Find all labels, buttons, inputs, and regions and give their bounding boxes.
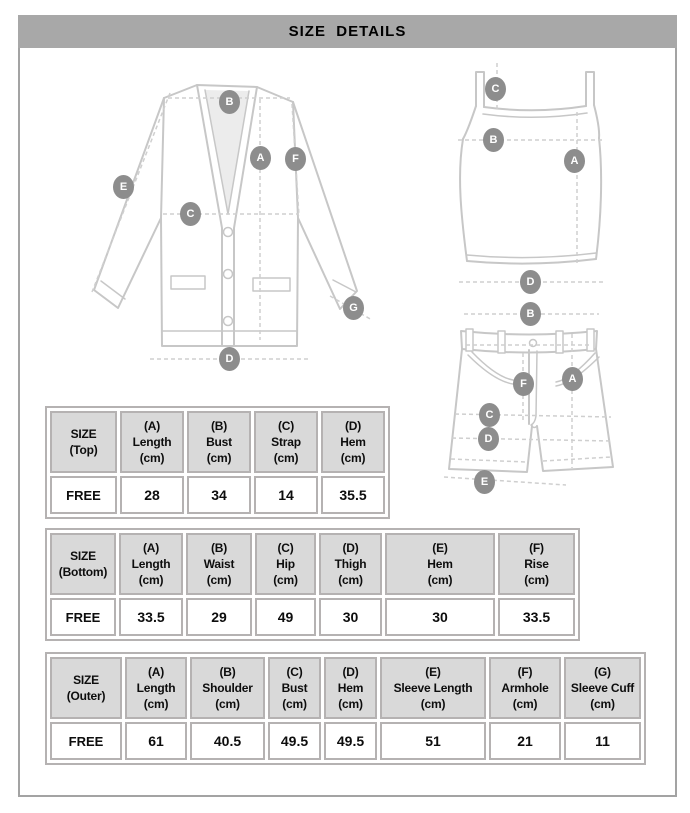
- size-label-line: SIZE: [70, 549, 96, 563]
- size-table-bottom: [45, 528, 580, 641]
- column-header-line: (cm): [138, 573, 164, 587]
- column-header-line: Hip: [276, 557, 295, 571]
- column-header-line: Length: [136, 681, 176, 695]
- column-header-line: (A): [143, 419, 161, 433]
- column-header: [564, 657, 641, 719]
- tank-top-measure-lines: [458, 63, 606, 282]
- column-header-line: Rise: [524, 557, 549, 571]
- tank-top-marker-A: A: [564, 149, 585, 173]
- column-header: [119, 533, 183, 595]
- column-header-line: (cm): [338, 573, 363, 587]
- value-cell: 34: [187, 476, 251, 514]
- column-header-line: (A): [147, 665, 165, 679]
- column-header-line: (cm): [420, 697, 446, 711]
- value-cell: 14: [254, 476, 318, 514]
- shorts-outline: [449, 329, 613, 472]
- column-header-line: Length: [132, 435, 172, 449]
- size-label-line: SIZE: [70, 427, 97, 441]
- column-header: [268, 657, 321, 719]
- column-header-line: (cm): [206, 451, 232, 465]
- cardigan-marker-D: D: [219, 347, 240, 371]
- value-cell: 49: [255, 598, 316, 636]
- cardigan-outline: [94, 85, 357, 346]
- size-label-line: (Outer): [66, 689, 106, 703]
- cardigan-marker-F: F: [285, 147, 306, 171]
- tank-top-marker-D: D: [520, 270, 541, 294]
- column-header: [125, 657, 187, 719]
- column-header-line: Bust: [206, 435, 232, 449]
- column-header-line: (cm): [143, 697, 169, 711]
- column-header-line: (cm): [512, 697, 538, 711]
- column-header-line: (G): [594, 665, 611, 679]
- value-cell: 30: [319, 598, 382, 636]
- column-header-line: Armhole: [501, 681, 549, 695]
- value-cell: 33.5: [498, 598, 575, 636]
- tank-top-marker-B: B: [483, 128, 504, 152]
- column-header: [385, 533, 495, 595]
- column-header-line: Length: [131, 557, 171, 571]
- value-cell: 49.5: [324, 722, 377, 760]
- value-cell: 35.5: [321, 476, 385, 514]
- column-header: [324, 657, 377, 719]
- column-header-line: (C): [286, 665, 303, 679]
- shorts-marker-F: F: [513, 372, 534, 396]
- column-header-line: Bust: [281, 681, 308, 695]
- column-header-line: (D): [344, 419, 362, 433]
- column-header: [255, 533, 316, 595]
- column-header: [186, 533, 252, 595]
- column-header: [120, 411, 184, 473]
- column-header-line: (E): [432, 541, 448, 555]
- page-title: SIZE DETAILS: [288, 23, 407, 40]
- column-header-line: (E): [425, 665, 441, 679]
- size-label-cell: [50, 533, 116, 595]
- column-header-line: Hem: [337, 681, 364, 695]
- column-header-line: (cm): [273, 573, 298, 587]
- column-header-line: (cm): [273, 451, 299, 465]
- column-header-line: Sleeve Cuff: [570, 681, 635, 695]
- column-header: [498, 533, 575, 595]
- column-header-line: (F): [517, 665, 533, 679]
- column-header-line: (cm): [427, 573, 453, 587]
- value-cell: 33.5: [119, 598, 183, 636]
- cardigan-marker-A: A: [250, 146, 271, 170]
- column-header: [319, 533, 382, 595]
- column-header-line: (cm): [524, 573, 549, 587]
- size-label-line: SIZE: [73, 673, 99, 687]
- cardigan-marker-B: B: [219, 90, 240, 114]
- cardigan-marker-C: C: [180, 202, 201, 226]
- column-header-line: (cm): [215, 697, 240, 711]
- column-header-line: (cm): [590, 697, 615, 711]
- column-header-line: Strap: [271, 435, 301, 449]
- value-cell: 21: [489, 722, 561, 760]
- value-cell: 51: [380, 722, 486, 760]
- row-label: FREE: [50, 598, 116, 636]
- size-label-cell: [50, 657, 122, 719]
- value-cell: 11: [564, 722, 641, 760]
- column-header-line: (B): [210, 419, 228, 433]
- column-header-line: (cm): [340, 451, 366, 465]
- column-header-line: (C): [277, 541, 294, 555]
- column-header-line: (cm): [139, 451, 165, 465]
- column-header-line: Waist: [203, 557, 235, 571]
- column-header-line: Sleeve Length: [393, 681, 473, 695]
- column-header-line: Shoulder: [202, 681, 253, 695]
- column-header: [190, 657, 265, 719]
- size-label-line: (Bottom): [58, 565, 108, 579]
- size-label-line: (Top): [69, 443, 98, 457]
- column-header-line: (A): [142, 541, 160, 555]
- column-header: [489, 657, 561, 719]
- column-header-line: Thigh: [334, 557, 367, 571]
- column-header-line: (cm): [206, 573, 232, 587]
- value-cell: 49.5: [268, 722, 321, 760]
- row-label: FREE: [50, 476, 117, 514]
- size-label-cell: [50, 411, 117, 473]
- column-header-line: (cm): [338, 697, 363, 711]
- shorts-marker-B: B: [520, 302, 541, 326]
- value-cell: 61: [125, 722, 187, 760]
- value-cell: 40.5: [190, 722, 265, 760]
- column-header-line: (F): [529, 541, 544, 555]
- column-header: [380, 657, 486, 719]
- column-header-line: (D): [342, 541, 359, 555]
- size-table-outer: [45, 652, 646, 765]
- column-header-line: Hem: [340, 435, 366, 449]
- column-header-line: (C): [277, 419, 295, 433]
- shorts-marker-A: A: [562, 367, 583, 391]
- column-header: [254, 411, 318, 473]
- size-table-top: [45, 406, 390, 519]
- column-header-line: (B): [219, 665, 236, 679]
- column-header: [187, 411, 251, 473]
- column-header: [321, 411, 385, 473]
- shorts-marker-E: E: [474, 470, 495, 494]
- column-header-line: Hem: [427, 557, 453, 571]
- row-label: FREE: [50, 722, 122, 760]
- cardigan-marker-E: E: [113, 175, 134, 199]
- shorts-marker-C: C: [479, 403, 500, 427]
- column-header-line: (D): [342, 665, 359, 679]
- value-cell: 30: [385, 598, 495, 636]
- tank-top-marker-C: C: [485, 77, 506, 101]
- column-header-line: (cm): [282, 697, 307, 711]
- shorts-marker-D: D: [478, 427, 499, 451]
- cardigan-marker-G: G: [343, 296, 364, 320]
- column-header-line: (B): [210, 541, 228, 555]
- value-cell: 29: [186, 598, 252, 636]
- value-cell: 28: [120, 476, 184, 514]
